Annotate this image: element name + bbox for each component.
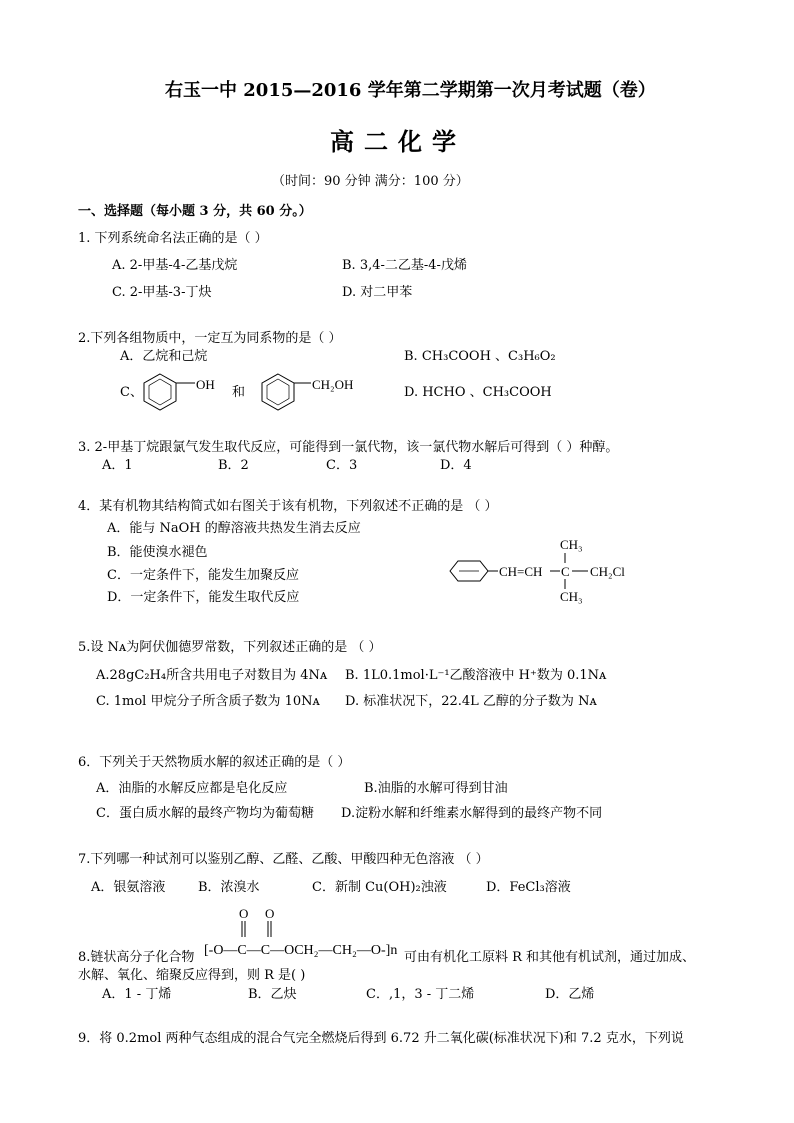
q1-option-a: A. 2-甲基-4-乙基戊烷 <box>112 258 238 273</box>
q6-option-d: D.淀粉水解和纤维素水解得到的最终产物不同 <box>341 806 603 821</box>
question-8-stem-start: 8.链状高分子化合物 <box>78 950 195 965</box>
q3-option-c: C．3 <box>326 458 358 473</box>
benzyl-ch2oh-group: CH₂OH <box>312 377 354 392</box>
q4-option-c: C．一定条件下，能发生加聚反应 <box>107 568 299 583</box>
question-5-stem: 5.设 Nᴀ为阿伏伽德罗常数，下列叙述正确的是 （ ） <box>78 640 382 655</box>
question-7-stem: 7.下列哪一种试剂可以鉴别乙醇、乙醛、乙酸、甲酸四种无色溶液 （ ） <box>78 852 489 867</box>
q4-chain-text: CH=CH <box>499 564 543 579</box>
q4-structure-diagram <box>440 533 670 609</box>
q7-option-c: C．新制 Cu(OH)₂浊液 <box>312 880 447 895</box>
q8-option-d: D．乙烯 <box>545 987 595 1002</box>
q3-option-b: B．2 <box>218 458 249 473</box>
q2-option-c-label: C、 <box>120 385 143 400</box>
q6-option-c: C．蛋白质水解的最终产物均为葡萄糖 <box>96 806 314 821</box>
q4-option-a: A．能与 NaOH 的醇溶液共热发生消去反应 <box>107 521 361 536</box>
q2-option-d: D. HCHO 、CH₃COOH <box>404 385 552 400</box>
q4-quaternary-carbon: C <box>561 564 570 579</box>
q1-option-d: D. 对二甲苯 <box>342 285 413 300</box>
q4-option-d: D．一定条件下，能发生取代反应 <box>107 590 300 605</box>
q8-option-a: A．1 - 丁烯 <box>102 987 172 1002</box>
question-6-stem: 6．下列关于天然物质水解的叙述正确的是（ ） <box>78 755 351 770</box>
q4-tail-group: CH₂Cl <box>590 564 625 579</box>
q8-carbonyl-o-2: O <box>265 906 275 921</box>
section-heading: 一、选择题（每小题 3 分，共 60 分。） <box>78 204 312 219</box>
question-2-stem: 2.下列各组物质中，一定互为同系物的是（ ） <box>78 331 342 346</box>
question-9-stem: 9．将 0.2mol 两种气态组成的混合气完全燃烧后得到 6.72 升二氧化碳(标准状况下)和 7.2 克水，下列说 <box>78 1031 684 1046</box>
q7-option-a: A．银氨溶液 <box>91 880 166 895</box>
q1-option-b: B. 3,4-二乙基-4-戊烯 <box>342 258 467 273</box>
q6-option-a: A．油脂的水解反应都是皂化反应 <box>96 781 288 796</box>
q4-methyl-top: CH₃ <box>560 537 583 552</box>
q4-option-b: B．能使溴水褪色 <box>107 545 208 560</box>
q8-option-c: C．,1，3 - 丁二烯 <box>366 987 475 1002</box>
q5-option-c: C. 1mol 甲烷分子所含质子数为 10Nᴀ <box>96 694 320 709</box>
q4-methyl-bottom: CH₃ <box>560 589 583 604</box>
q5-option-a: A.28gC₂H₄所含共用电子对数目为 4Nᴀ <box>96 668 328 683</box>
q5-option-d: D. 标准状况下，22.4L 乙醇的分子数为 Nᴀ <box>345 694 597 709</box>
subject-title: 高二化学 <box>330 127 466 156</box>
question-8-stem-end: 可由有机化工原料 R 和其他有机试剂，通过加成、 <box>404 950 696 965</box>
q2-option-b: B. CH₃COOH 、C₃H₆O₂ <box>404 349 556 364</box>
q7-option-d: D．FeCl₃溶液 <box>486 880 571 895</box>
question-1-stem: 1. 下列系统命名法正确的是（ ） <box>78 231 268 246</box>
q2-option-c-and: 和 <box>232 385 246 400</box>
q8-polymer-repeat-unit: [-O—C—C—OCH₂—CH₂—O-]n <box>204 943 398 958</box>
q8-option-b: B．乙炔 <box>248 987 297 1002</box>
q8-polymer-formula <box>200 904 400 964</box>
q3-option-a: A．1 <box>102 458 133 473</box>
phenol-structure <box>140 368 230 418</box>
question-3-stem: 3. 2-甲基丁烷跟氯气发生取代反应，可能得到一氯代物，该一氯代物水解后可得到（ ）种醇。 <box>78 440 619 455</box>
phenol-oh-group: OH <box>196 377 215 392</box>
q8-carbonyl-o-1: O <box>239 906 249 921</box>
q3-option-d: D．4 <box>440 458 472 473</box>
q1-option-c: C. 2-甲基-3-丁炔 <box>112 285 212 300</box>
q7-option-b: B．浓溴水 <box>198 880 260 895</box>
q5-option-b: B. 1L0.1mol·L⁻¹乙酸溶液中 H⁺数为 0.1Nᴀ <box>345 668 607 683</box>
q2-option-a: A．乙烷和己烷 <box>120 349 208 364</box>
benzyl-alcohol-structure <box>258 368 378 418</box>
question-4-stem: 4．某有机物其结构简式如右图关于该有机物，下列叙述不正确的是 （ ） <box>78 499 498 514</box>
exam-title: 右玉一中 2015—2016 学年第二学期第一次月考试题（卷） <box>165 80 656 101</box>
q6-option-b: B.油脂的水解可得到甘油 <box>364 781 508 796</box>
exam-info: （时间：90 分钟 满分：100 分） <box>272 174 469 189</box>
question-8-stem-line2: 水解、氧化、缩聚反应得到，则 R 是( ) <box>78 968 306 983</box>
